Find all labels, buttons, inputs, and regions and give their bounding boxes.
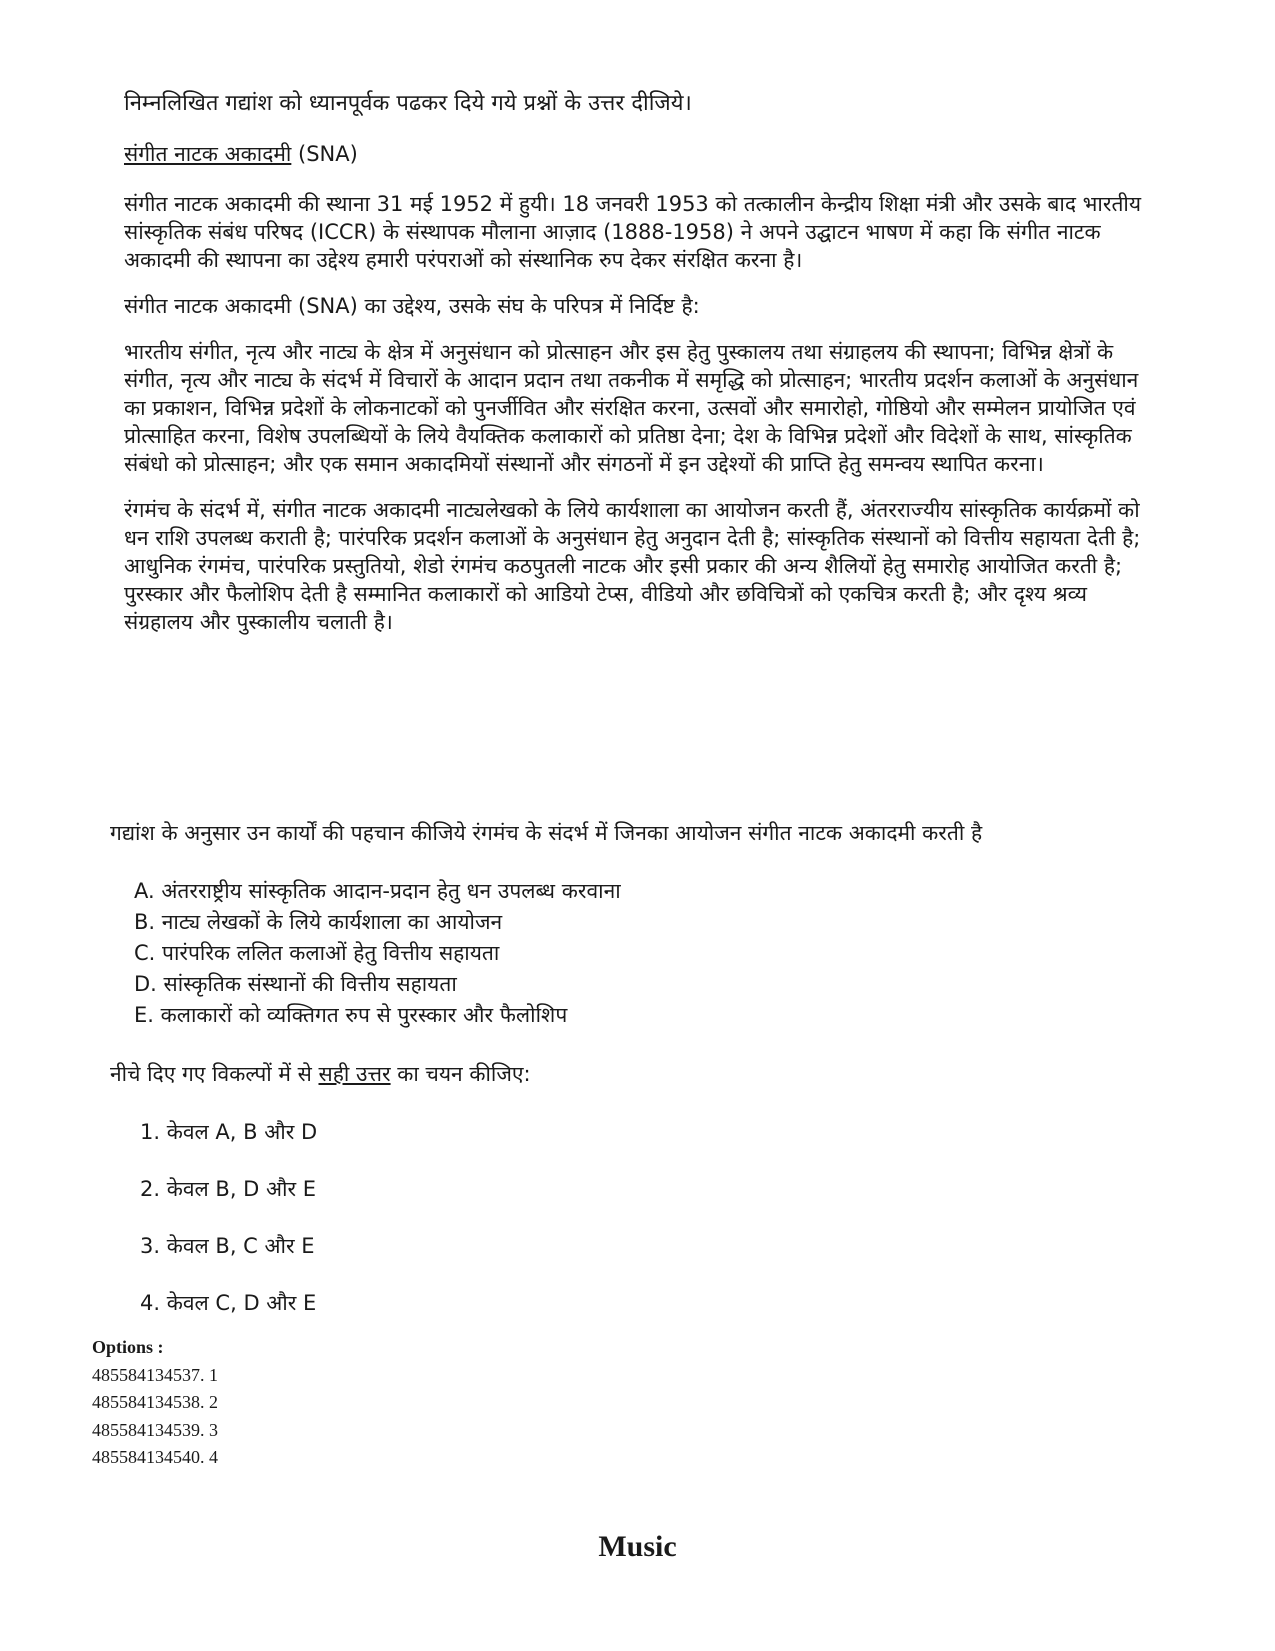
question-text: गद्यांश के अनुसार उन कार्यों की पहचान कीजिये रंगमंच के संदर्भ में जिनका आयोजन संगीत नाटक अकादमी करती है [110, 821, 983, 845]
statement-e: E. कलाकारों को व्यक्तिगत रुप से पुरस्कार और फैलोशिप [134, 1003, 568, 1027]
passage-paragraph-4: रंगमंच के संदर्भ में, संगीत नाटक अकादमी नाट्यलेखको के लिये कार्यशाला का आयोजन करती हैं, अंतरराज्यीय सांस्कृतिक कार्यक्रमों को धन राशि उपलब्ध कराती है; पारंपरिक प्रदर्शन कलाओं के अनुसंधान हेतु अनुदान देती है; सांस्कृतिक संस्थानों को वित्तीय सहायता देती है; आधुनिक रंगमंच, पारंपरिक प्रस्तुतियो, शेडो रंगमंच कठपुतली नाटक और इसी प्रकार की अन्य शैलियों हेतु समारोह आयोजित करती है; पुरस्कार और फैलोशिप देती है सम्मानित कलाकारों को आडियो टेप्स, वीडियो और छविचित्रों को एकचित्र करती है; और दृश्य श्रव्य संग्रहालय और पुस्कालीय चलाती है। [124, 498, 1141, 634]
passage-instruction: निम्नलिखित गद्यांश को ध्यानपूर्वक पढकर दिये गये प्रश्नों के उत्तर दीजिये। [124, 91, 692, 116]
option-item-3: 485584134539. 3 [92, 1419, 218, 1440]
option-item-4: 485584134540. 4 [92, 1447, 218, 1467]
passage-paragraph-1: संगीत नाटक अकादमी की स्थाना 31 मई 1952 में हुयी। 18 जनवरी 1953 को तत्कालीन केन्द्रीय शिक्षा मंत्री और उसके बाद भारतीय सांस्कृतिक संबंध परिषद (ICCR) के संस्थापक मौलाना आज़ाद (1888-1958) ने अपने उद्घाटन भाषण में कहा कि संगीत नाटक अकादमी की स्थापना का उद्देश्य हमारी परंपराओं को संस्थानिक रुप देकर संरक्षित करना है। [124, 192, 1142, 272]
answer-3: 3. केवल B, C और E [140, 1234, 315, 1258]
choose-underlined: सही उत्तर [318, 1062, 391, 1086]
answer-1: 1. केवल A, B और D [140, 1120, 318, 1144]
choose-prefix: नीचे दिए गए विकल्पों में से [110, 1062, 319, 1086]
passage-heading-title: संगीत नाटक अकादमी [124, 142, 292, 166]
answer-2: 2. केवल B, D और E [140, 1177, 317, 1201]
options-title: Options : [92, 1337, 164, 1357]
choose-instruction [110, 1059, 1170, 1089]
option-item-1: 485584134537. 1 [92, 1364, 218, 1385]
passage-paragraph-2: संगीत नाटक अकादमी (SNA) का उद्देश्य, उसके संघ के परिपत्र में निर्दिष्ट है: [124, 294, 700, 318]
choose-suffix: का चयन कीजिए: [390, 1062, 531, 1086]
option-item-2: 485584134538. 2 [92, 1392, 218, 1412]
statement-c: C. पारंपरिक ललित कलाओं हेतु वित्तीय सहायता [134, 941, 500, 965]
passage [124, 90, 1154, 654]
question-block [110, 818, 1170, 1345]
passage-paragraph-3: भारतीय संगीत, नृत्य और नाट्य के क्षेत्र में अनुसंधान को प्रोत्साहन और इस हेतु पुस्कालय तथा संग्राहलय की स्थापना; विभिन्न क्षेत्रों के संगीत, नृत्य और नाट्य के संदर्भ में विचारों के आदान प्रदान तथा तकनीक में समृद्धि को प्रोत्साहन; भारतीय प्रदर्शन कलाओं के अनुसंधान का प्रकाशन, विभिन्न प्रदेशों के लोकनाटकों को पुनर्जीवित और संरक्षित करना, उत्सवों और समारोहो, गोष्ठियो और सम्मेलन प्रायोजित एवं प्रोत्साहित करना, विशेष उपलब्धियों के लिये वैयक्तिक कलाकारों को प्रतिष्ठा देना; देश के विभिन्न प्रदेशों और विदेशों के साथ, सांस्कृतिक संबंधो को प्रोत्साहन; और एक समान अकादमियों संस्थानों और संगठनों में इन उद्देश्यों की प्राप्ति हेतु समन्वय स्थापित करना। [124, 340, 1139, 476]
passage-heading-abbr: (SNA) [291, 142, 358, 166]
options-block [92, 1334, 218, 1472]
statement-list [134, 876, 1170, 1031]
statement-d: D. सांस्कृतिक संस्थानों की वित्तीय सहायता [134, 972, 457, 996]
statement-b: B. नाट्य लेखकों के लिये कार्यशाला का आयोजन [134, 910, 503, 934]
answer-4: 4. केवल C, D और E [140, 1291, 317, 1315]
answer-list [140, 1117, 1170, 1345]
passage-heading [124, 140, 1154, 168]
footer-subject: Music [598, 1530, 677, 1563]
statement-a: A. अंतरराष्ट्रीय सांस्कृतिक आदान-प्रदान हेतु धन उपलब्ध करवाना [134, 879, 621, 903]
